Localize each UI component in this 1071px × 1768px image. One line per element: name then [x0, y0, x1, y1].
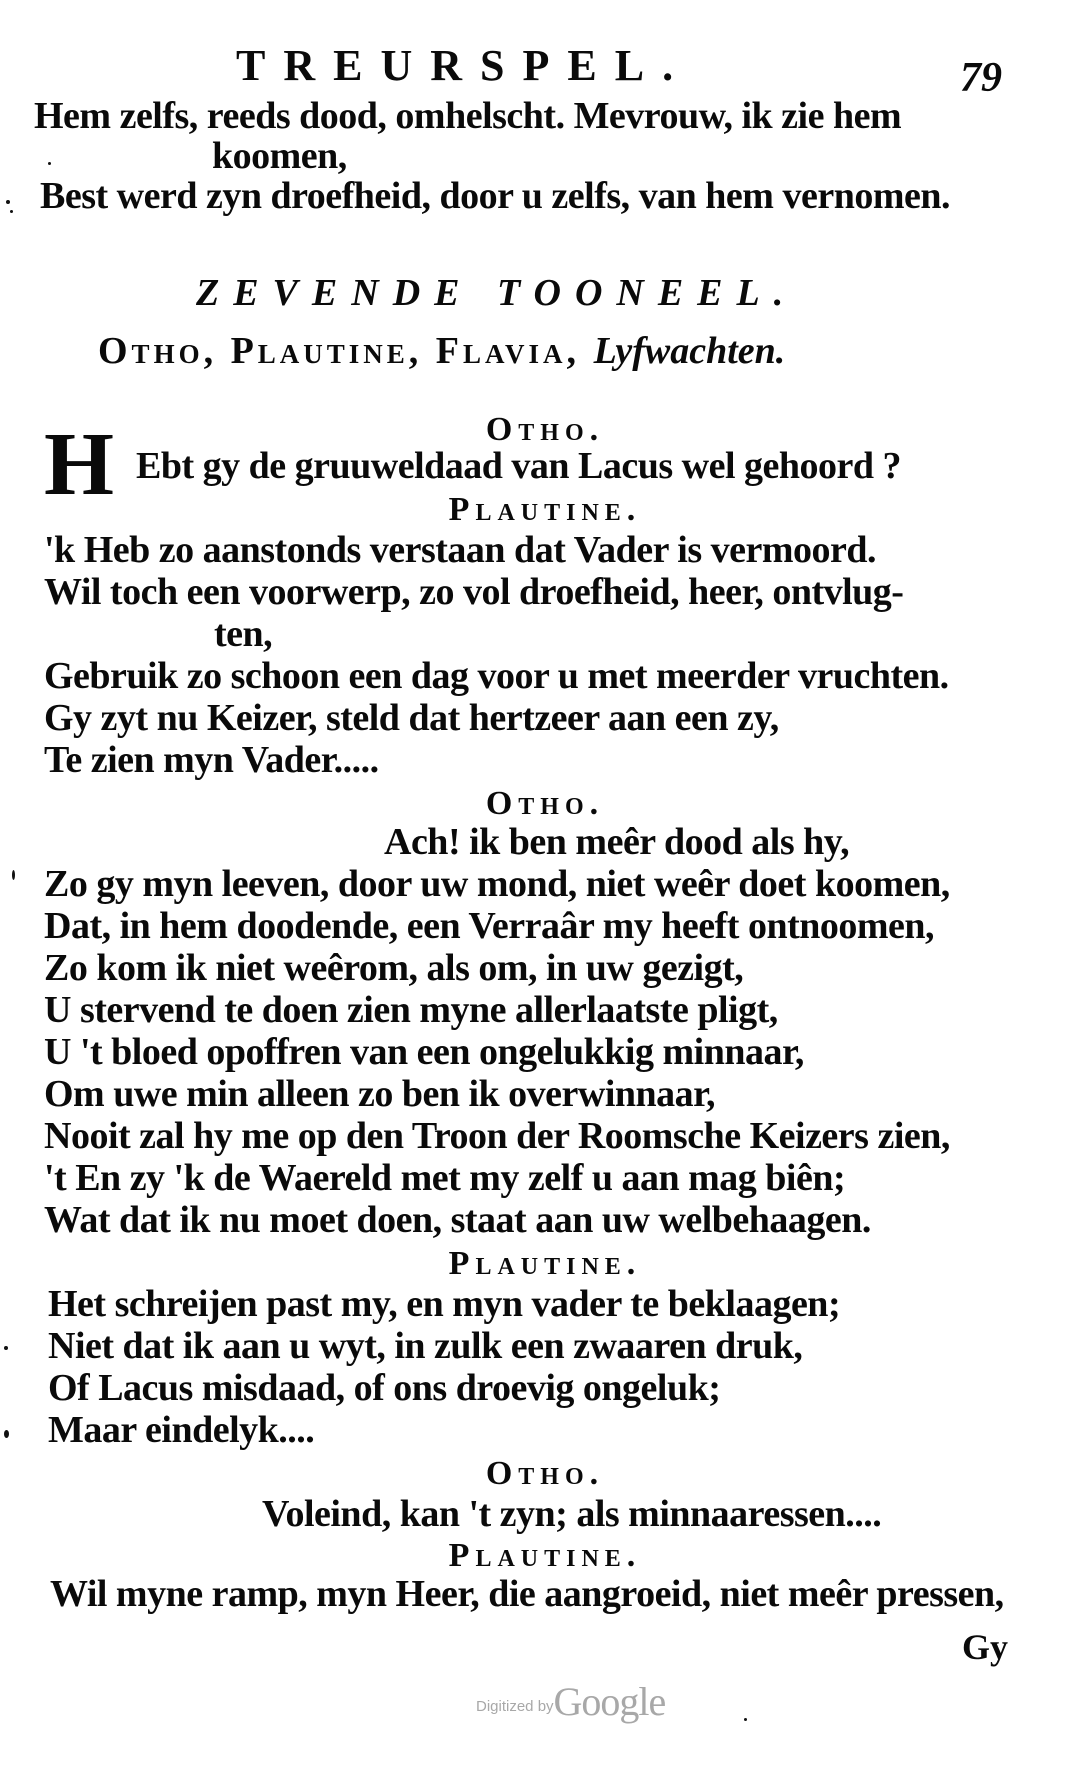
google-logo: Google [553, 1679, 666, 1724]
catchword: Gy [962, 1627, 1009, 1667]
verse-line: Zo gy myn leeven, door uw mond, niet weêr doet koomen, [44, 863, 950, 905]
verse-line: U stervend te doen zien myne allerlaatste pligt, [44, 989, 778, 1031]
scan-speck [48, 162, 51, 165]
verse-line: Best werd zyn droefheid, door u zelfs, van hem vernomen. [40, 175, 950, 217]
verse-line: Zo kom ik niet weêrom, als om, in uw gezigt, [44, 947, 744, 989]
scan-speck [12, 870, 15, 880]
speaker-label: Plautine. [448, 1537, 642, 1574]
drop-cap: H [44, 415, 115, 514]
verse-line: Hem zelfs, reeds dood, omhelscht. Mevrouw, ik zie hem [34, 95, 902, 137]
scan-speck [4, 1346, 8, 1350]
verse-line: Gy zyt nu Keizer, steld dat hertzeer aan een zy, [44, 697, 779, 739]
scan-speck [10, 210, 13, 213]
verse-line: Gebruik zo schoon een dag voor u met meerder vruchten. [44, 655, 949, 697]
verse-line: Wil toch een voorwerp, zo vol droefheid, heer, ontvlug- [44, 571, 904, 613]
verse-line: Wil myne ramp, myn Heer, die aangroeid, niet meêr pressen, [50, 1573, 1004, 1615]
verse-line: Dat, in hem doodende, een Verraâr my heeft ontnoomen, [44, 905, 935, 947]
cast-list [98, 330, 785, 372]
page-number: 79 [960, 55, 1002, 101]
speaker-label: Plautine. [448, 491, 642, 528]
verse-line: Niet dat ik aan u wyt, in zulk een zwaaren druk, [48, 1325, 803, 1367]
verse-line-continuation: ten, [214, 613, 273, 655]
cast-guards: Lyfwachten. [593, 330, 786, 372]
digitized-watermark [476, 1678, 665, 1725]
verse-line: Nooit zal hy me op den Troon der Roomsche Keizers zien, [44, 1115, 950, 1157]
verse-line: Maar eindelyk.... [48, 1409, 315, 1451]
verse-line: Voleind, kan 't zyn; als minnaaressen.... [262, 1493, 882, 1535]
verse-line: Het schreijen past my, en myn vader te beklaagen; [48, 1283, 841, 1325]
cast-names: Otho, Plautine, Flavia, [98, 330, 581, 372]
verse-line: 't En zy 'k de Waereld met my zelf u aan mag biên; [44, 1157, 846, 1199]
speaker-label: Otho. [485, 785, 605, 822]
speaker-label: Otho. [485, 1455, 605, 1492]
verse-line: 'k Heb zo aanstonds verstaan dat Vader is vermoord. [44, 529, 877, 571]
verse-line: Om uwe min alleen zo ben ik overwinnaar, [44, 1073, 716, 1115]
verse-line: Ach! ik ben meêr dood als hy, [384, 821, 850, 863]
scan-speck [4, 1430, 9, 1438]
verse-line-continuation: koomen, [212, 135, 347, 177]
watermark-prefix: Digitized by [476, 1698, 554, 1715]
speaker-label: Otho. [485, 411, 605, 448]
verse-line: Ebt gy de gruuweldaad van Lacus wel gehoord ? [136, 445, 902, 487]
running-head: TREURSPEL. [236, 41, 692, 90]
verse-line: Te zien myn Vader..... [44, 739, 379, 781]
verse-line: U 't bloed opoffren van een ongelukkig minnaar, [44, 1031, 804, 1073]
speaker-label: Plautine. [448, 1245, 642, 1282]
verse-line: Wat dat ik nu moet doen, staat aan uw welbehaagen. [44, 1199, 871, 1241]
scene-title: ZEVENDE TOONEEL. [196, 272, 798, 314]
scan-speck [744, 1718, 747, 1721]
scan-speck [6, 200, 10, 204]
verse-line: Of Lacus misdaad, of ons droevig ongeluk; [48, 1367, 721, 1409]
